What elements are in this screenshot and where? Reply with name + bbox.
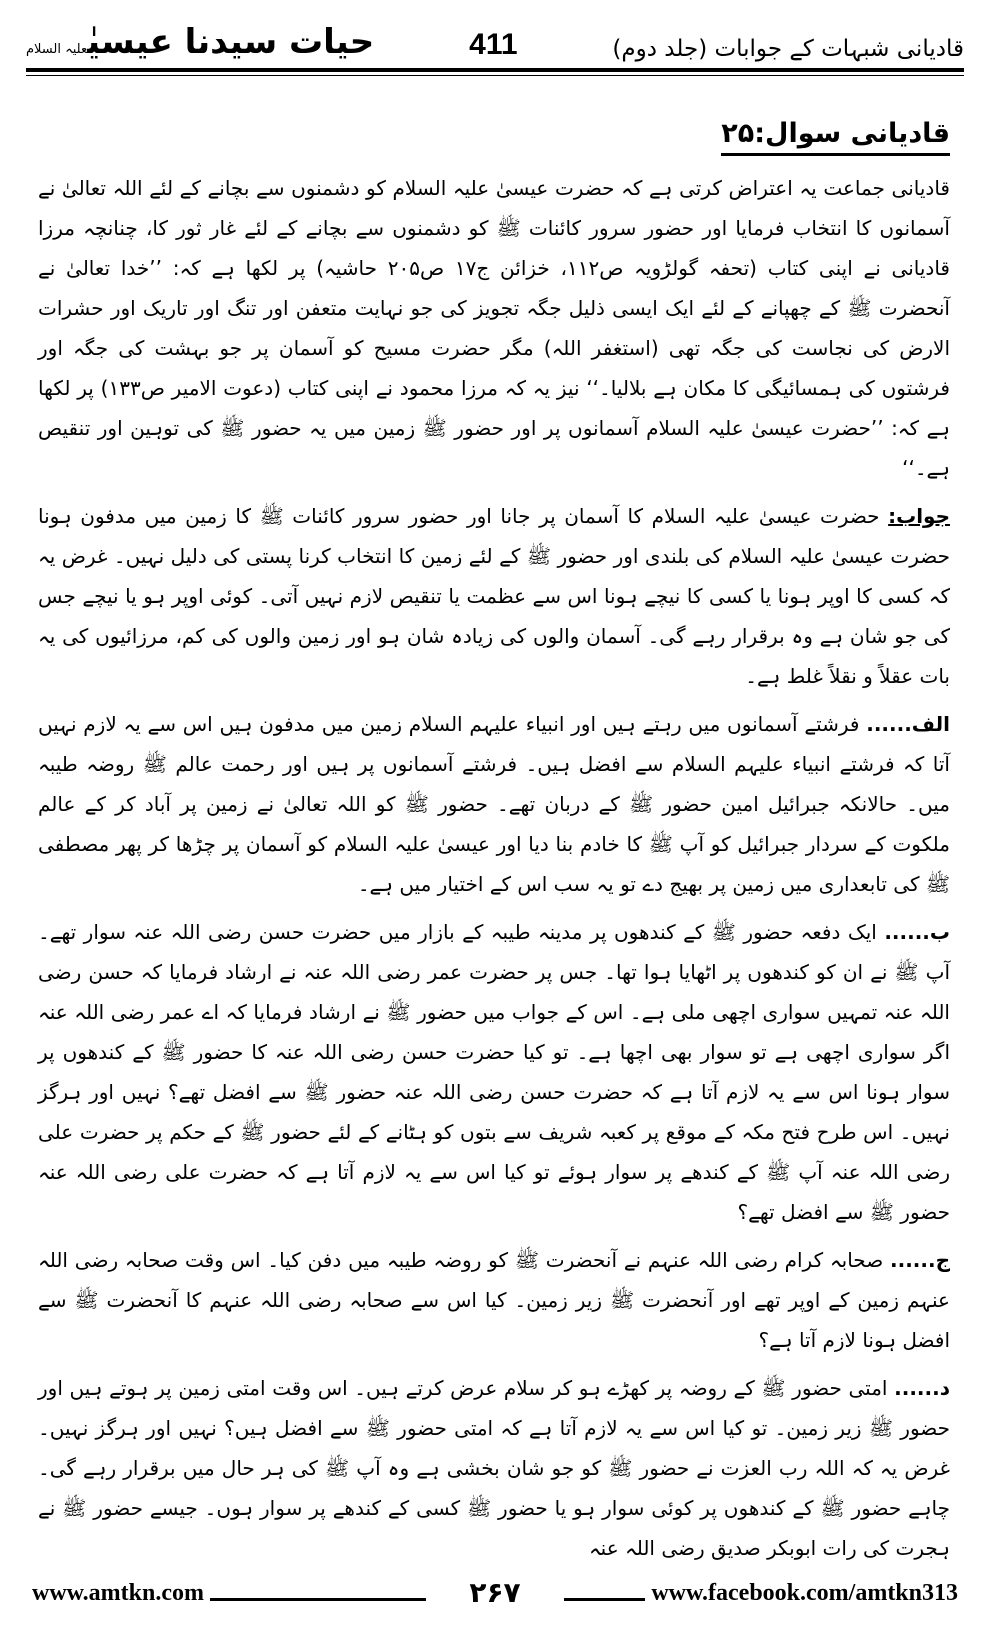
answer-intro-text: حضرت عیسیٰ علیہ السلام کا آسمان پر جانا اور حضور سرور کائنات ﷺ کا زمین میں مدفون ہونا حضرت عیسیٰ علیہ السلام کی بلندی اور حضور ﷺ کے لئے زمین کا انتخاب کرنا پستی کی دلیل نہیں۔ غرض یہ کہ کسی کا اوپر ہونا یا کسی کا نیچے ہونا اس سے عظمت یا تنقیص لازم نہیں آتی۔ کوئی اوپر ہو یا نیچے جس کی جو شان ہے وہ برقرار رہے گی۔ آسمان والوں کی زیادہ شان ہو اور زمین والوں کی کم، مرزائیوں کی یہ بات عقلاً و نقلاً غلط ہے۔ <box>38 504 950 688</box>
answer-point <box>38 1240 950 1360</box>
point-text: امتی حضور ﷺ کے روضہ پر کھڑے ہو کر سلام عرض کرتے ہیں۔ اس وقت امتی زمین پر ہوتے ہیں اور حضور ﷺ زیر زمین۔ تو کیا اس سے یہ لازم آتا ہے کہ امتی حضور ﷺ سے افضل ہیں؟ نہیں اور ہرگز نہیں۔ غرض یہ کہ اللہ رب العزت نے حضور ﷺ کو جو شان بخشی ہے وہ آپ ﷺ کی ہر حال میں برقرار رہے گی۔ چاہے حضور ﷺ کے کندھوں پر کوئی سوار ہو یا حضور ﷺ کسی کے کندھے پر سوار ہوں۔ جیسے حضور ﷺ نے ہجرت کی رات ابوبکر صدیق رضی اللہ عنہ <box>38 1376 950 1560</box>
section-title: قادیانی شبہات کے جوابات (جلد دوم) <box>612 36 964 62</box>
page-footer <box>26 1576 964 1620</box>
answer-label: جواب: <box>888 504 951 528</box>
point-marker: د...... <box>894 1376 950 1400</box>
answer-point <box>38 912 950 1232</box>
answer-intro <box>38 496 950 696</box>
footer-page-number: ۲۶۷ <box>463 1576 526 1609</box>
point-marker: ج...... <box>890 1248 951 1272</box>
point-text: صحابہ کرام رضی اللہ عنہم نے آنحضرت ﷺ کو روضہ طیبہ میں دفن کیا۔ اس وقت صحابہ رضی اللہ عنہم زمین کے اوپر تھے اور آنحضرت ﷺ زیر زمین۔ کیا اس سے صحابہ رضی اللہ عنہم کا آنحضرت ﷺ سے افضل ہونا لازم آتا ہے؟ <box>38 1248 950 1352</box>
answer-point <box>38 1368 950 1568</box>
header-rule-thin <box>26 75 964 76</box>
point-text: ایک دفعہ حضور ﷺ کے کندھوں پر مدینہ طیبہ کے بازار میں حضرت حسن رضی اللہ عنہ سوار تھے۔ آپ ﷺ نے ان کو کندھوں پر اٹھایا ہوا تھا۔ جس پر حضرت عمر رضی اللہ عنہ نے ارشاد فرمایا کہ حسن رضی اللہ عنہ تمہیں سواری اچھی ملی ہے۔ اس کے جواب میں حضور ﷺ نے ارشاد فرمایا کہ اے عمر رضی اللہ عنہ اگر سواری اچھی ہے تو سوار بھی اچھا ہے۔ تو کیا حضرت حسن رضی اللہ عنہ کا حضور ﷺ کے کندھوں پر سوار ہونا اس سے یہ لازم آتا ہے کہ حضرت حسن رضی اللہ عنہ حضور ﷺ سے افضل تھے؟ نہیں اور ہرگز نہیں۔ اس طرح فتح مکہ کے موقع پر کعبہ شریف سے بتوں کو ہٹانے کے لئے حضور ﷺ کے حکم پر حضرت علی رضی اللہ عنہ آپ ﷺ کے کندھے پر سوار ہوئے تو کیا اس سے یہ لازم آتا ہے کہ حضرت علی رضی اللہ عنہ حضور ﷺ سے افضل تھے؟ <box>38 920 950 1224</box>
point-marker: الف...... <box>866 712 950 736</box>
footer-website-link[interactable]: www.amtkn.com <box>26 1580 210 1607</box>
header-rule <box>26 68 964 72</box>
point-marker: ب...... <box>884 920 950 944</box>
footer-facebook-link[interactable]: www.facebook.com/amtkn313 <box>645 1580 964 1607</box>
question-paragraph: قادیانی جماعت یہ اعتراض کرتی ہے کہ حضرت عیسیٰ علیہ السلام کو دشمنوں سے بچانے کے لئے اللہ تعالیٰ نے آسمانوں کا انتخاب فرمایا اور حضور سرور کائنات ﷺ کو دشمنوں سے بچانے کے لئے غار ثور کا، چنانچہ مرزا قادیانی نے اپنی کتاب (تحفہ گولڑویہ ص۱۱۲، خزائن ج۱۷ ص۲۰۵ حاشیہ) پر لکھا ہے کہ: ’’خدا تعالیٰ نے آنحضرت ﷺ کے چھپانے کے لئے ایک ایسی ذلیل جگہ تجویز کی جو نہایت متعفن اور تنگ اور تاریک اور حشرات الارض کی نجاست کی جگہ تھی (استغفر اللہ) مگر حضرت مسیح کو آسمان پر جو بہشت کی جگہ اور فرشتوں کی ہمسائیگی کا مکان ہے بلالیا۔‘‘ نیز یہ کہ مرزا محمود نے اپنی کتاب (دعوت الامیر ص۱۳۳) پر لکھا ہے کہ: ’’حضرت عیسیٰ علیہ السلام آسمانوں پر اور حضور ﷺ زمین میں یہ حضور ﷺ کی توہین اور تنقیص ہے۔‘‘ <box>38 176 950 480</box>
book-title-honorific: علیہ السلام <box>26 42 88 57</box>
question-heading: قادیانی سوال:۲۵ <box>721 118 950 156</box>
book-title <box>26 22 374 62</box>
page-header <box>26 12 964 62</box>
answer-point <box>38 704 950 904</box>
body-text <box>38 168 950 1576</box>
book-title-text: حیات سیدنا عیسیٰ <box>87 22 375 62</box>
point-text: فرشتے آسمانوں میں رہتے ہیں اور انبیاء علیہم السلام زمین میں مدفون ہیں اس سے یہ لازم نہیں آتا کہ فرشتے انبیاء علیہم السلام سے افضل ہیں۔ فرشتے آسمانوں پر ہیں اور رحمت عالم ﷺ روضہ طیبہ میں۔ حالانکہ جبرائیل امین حضور ﷺ کے دربان تھے۔ حضور ﷺ کو اللہ تعالیٰ نے زمین پر آباد کر کے عالم ملکوت کے سردار جبرائیل کو آپ ﷺ کا خادم بنا دیا اور عیسیٰ علیہ السلام کو آسمان پر چڑھا کر پھر مصطفی ﷺ کی تابعداری میں زمین پر بھیج دے تو یہ سب اس کے اختیار میں ہے۔ <box>38 712 950 896</box>
header-page-number: 411 <box>469 28 518 61</box>
